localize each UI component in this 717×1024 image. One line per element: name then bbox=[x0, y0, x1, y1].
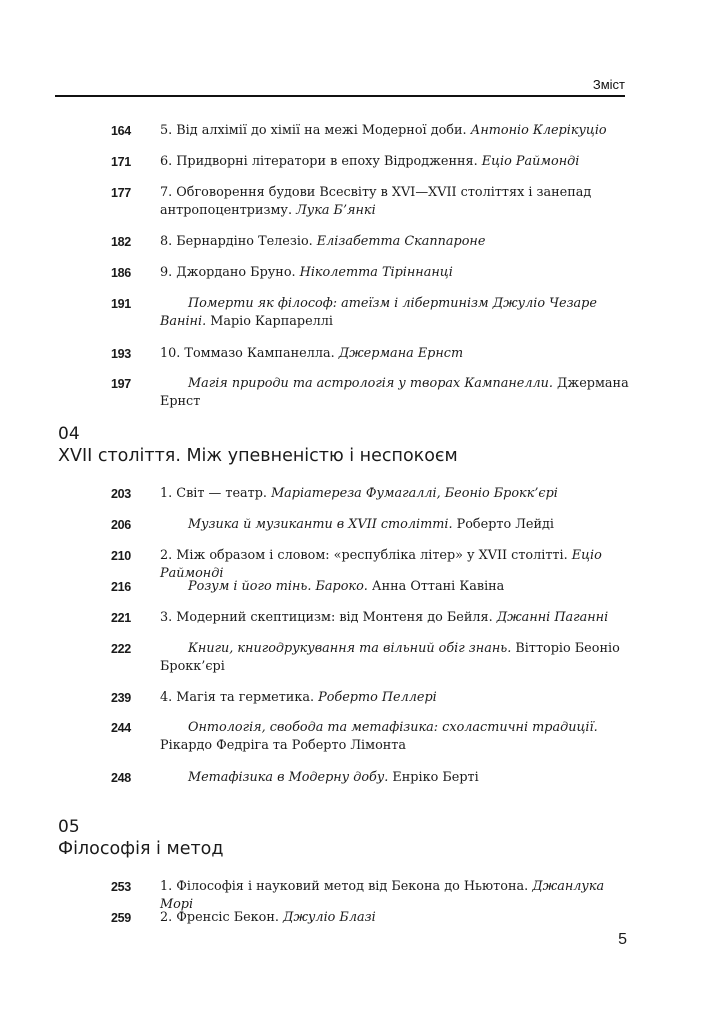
toc-entry-title: 1. Світ — театр. bbox=[160, 486, 272, 501]
toc-entry-text bbox=[160, 516, 630, 534]
section-04-title: XVII століття. Між упевненістю і неспокоєм bbox=[58, 446, 458, 466]
section-04-heading bbox=[58, 423, 458, 467]
section-05-title: Філософія і метод bbox=[58, 839, 224, 859]
toc-page-number: 253 bbox=[111, 880, 131, 894]
toc-entry-author: Елізабетта Скаппароне bbox=[316, 234, 486, 249]
toc-entry-author: Роберто Лейді bbox=[452, 517, 554, 532]
toc-page-number: 221 bbox=[111, 611, 131, 625]
toc-entry-text bbox=[160, 578, 630, 596]
toc-entry-author: Лука Б’янкі bbox=[296, 203, 376, 218]
section-04-number: 04 bbox=[58, 424, 80, 444]
toc-page-number: 244 bbox=[111, 721, 131, 735]
toc-page-number: 191 bbox=[111, 297, 131, 311]
toc-page-number: 259 bbox=[111, 911, 131, 925]
toc-entry-text bbox=[160, 719, 630, 755]
toc-page-number: 210 bbox=[111, 549, 131, 563]
toc-entry-author: Еціо Раймонді bbox=[481, 154, 580, 169]
toc-entry-title: 4. Магія та герметика. bbox=[160, 690, 319, 705]
section-05-number: 05 bbox=[58, 817, 80, 837]
toc-entry-text bbox=[160, 264, 630, 282]
toc-entry-title: Метафізика в Модерну добу. bbox=[188, 770, 389, 785]
toc-entry-title: 10. Томмазо Кампанелла. bbox=[160, 346, 339, 361]
toc-page-number: 239 bbox=[111, 691, 131, 705]
toc-entry-author: Ніколетта Тіріннанці bbox=[299, 265, 453, 280]
toc-entry-text bbox=[160, 689, 630, 707]
toc-page-number: 177 bbox=[111, 186, 131, 200]
toc-page-number: 216 bbox=[111, 580, 131, 594]
toc-entry-text bbox=[160, 909, 630, 927]
toc-entry-title: Магія природи та астрологія у творах Кампанелли. bbox=[188, 376, 553, 391]
running-title: Зміст bbox=[592, 77, 625, 92]
toc-entry-author: Роберто Пеллері bbox=[318, 690, 437, 705]
toc-entry-title: 3. Модерний скептицизм: від Монтеня до Бейля. bbox=[160, 610, 497, 625]
toc-entry-title: 9. Джордано Бруно. bbox=[160, 265, 300, 280]
toc-entry-title: 5. Від алхімії до хімії на межі Модерної доби. bbox=[160, 123, 471, 138]
toc-entry-author: Енріко Берті bbox=[388, 770, 479, 785]
page-number: 5 bbox=[618, 931, 627, 948]
section-05-heading bbox=[58, 816, 223, 860]
toc-entry-text bbox=[160, 122, 630, 140]
toc-page-number: 164 bbox=[111, 124, 131, 138]
toc-page-number: 193 bbox=[111, 347, 131, 361]
toc-entry-author: Джермана Ернст bbox=[338, 346, 464, 361]
toc-entry-text bbox=[160, 345, 630, 363]
toc-entry-author: Джанні Паганні bbox=[496, 610, 609, 625]
toc-entry-text bbox=[160, 640, 630, 676]
toc-entry-text bbox=[160, 609, 630, 627]
toc-entry-author: Джуліо Блазі bbox=[283, 910, 376, 925]
toc-entry-title: Книги, книгодрукування та вільний обіг знань. bbox=[188, 641, 512, 656]
toc-entry-title: 1. Філософія і науковий метод від Бекона до Ньютона. bbox=[160, 879, 533, 894]
toc-entry-title: 7. Обговорення будови Всесвіту в XVI—XVII століттях і занепад антропоцентризму. bbox=[160, 185, 592, 218]
toc-entry-text bbox=[160, 184, 630, 220]
toc-entry-text bbox=[160, 295, 630, 331]
toc-entry-author: Анна Оттані Кавіна bbox=[367, 579, 505, 594]
toc-entry-text bbox=[160, 233, 630, 251]
toc-page-number: 186 bbox=[111, 266, 131, 280]
toc-entry-text bbox=[160, 769, 630, 787]
toc-page-number: 171 bbox=[111, 155, 131, 169]
toc-entry-author: Джанлука Морі bbox=[160, 879, 605, 912]
toc-page-number: 248 bbox=[111, 771, 131, 785]
toc-entry-text bbox=[160, 153, 630, 171]
toc-page-number: 222 bbox=[111, 642, 131, 656]
toc-entry-title: 6. Придворні літератори в епоху Відродження. bbox=[160, 154, 482, 169]
toc-entry-author: Маріатереза Фумагаллі, Беоніо Брокк’єрі bbox=[271, 486, 558, 501]
toc-page-number: 197 bbox=[111, 377, 131, 391]
toc-entry-title: Розум і його тінь. Бароко. bbox=[188, 579, 368, 594]
toc-entry-author: Антоніо Клерікуціо bbox=[470, 123, 607, 138]
toc-entry-title: 2. Френсіс Бекон. bbox=[160, 910, 284, 925]
toc-entry-title: Музика й музиканти в XVII столітті. bbox=[188, 517, 453, 532]
toc-entry-title: Померти як філософ: атеїзм і лібертинізм Джуліо Чезаре Ваніні. bbox=[160, 296, 597, 329]
toc-entry-author: Джермана Ернст bbox=[160, 376, 629, 409]
toc-entry-title: Онтологія, свобода та метафізика: схоластичні традиції. bbox=[188, 720, 598, 735]
toc-page-number: 182 bbox=[111, 235, 131, 249]
toc-entry-title: 8. Бернардіно Телезіо. bbox=[160, 234, 317, 249]
toc-entry-author: Вітторіо Беоніо Брокк’єрі bbox=[160, 641, 620, 674]
toc-entry-author: Еціо Раймонді bbox=[160, 548, 602, 581]
toc-entry-author: Маріо Карпареллі bbox=[206, 314, 334, 329]
header-rule bbox=[55, 95, 625, 97]
toc-page-number: 206 bbox=[111, 518, 131, 532]
toc-entry-author: Рікардо Федріга та Роберто Лімонта bbox=[160, 738, 407, 753]
toc-entry-title: 2. Між образом і словом: «республіка літер» у XVII столітті. bbox=[160, 548, 572, 563]
toc-page-number: 203 bbox=[111, 487, 131, 501]
toc-entry-text bbox=[160, 485, 630, 503]
toc-entry-text bbox=[160, 375, 630, 411]
